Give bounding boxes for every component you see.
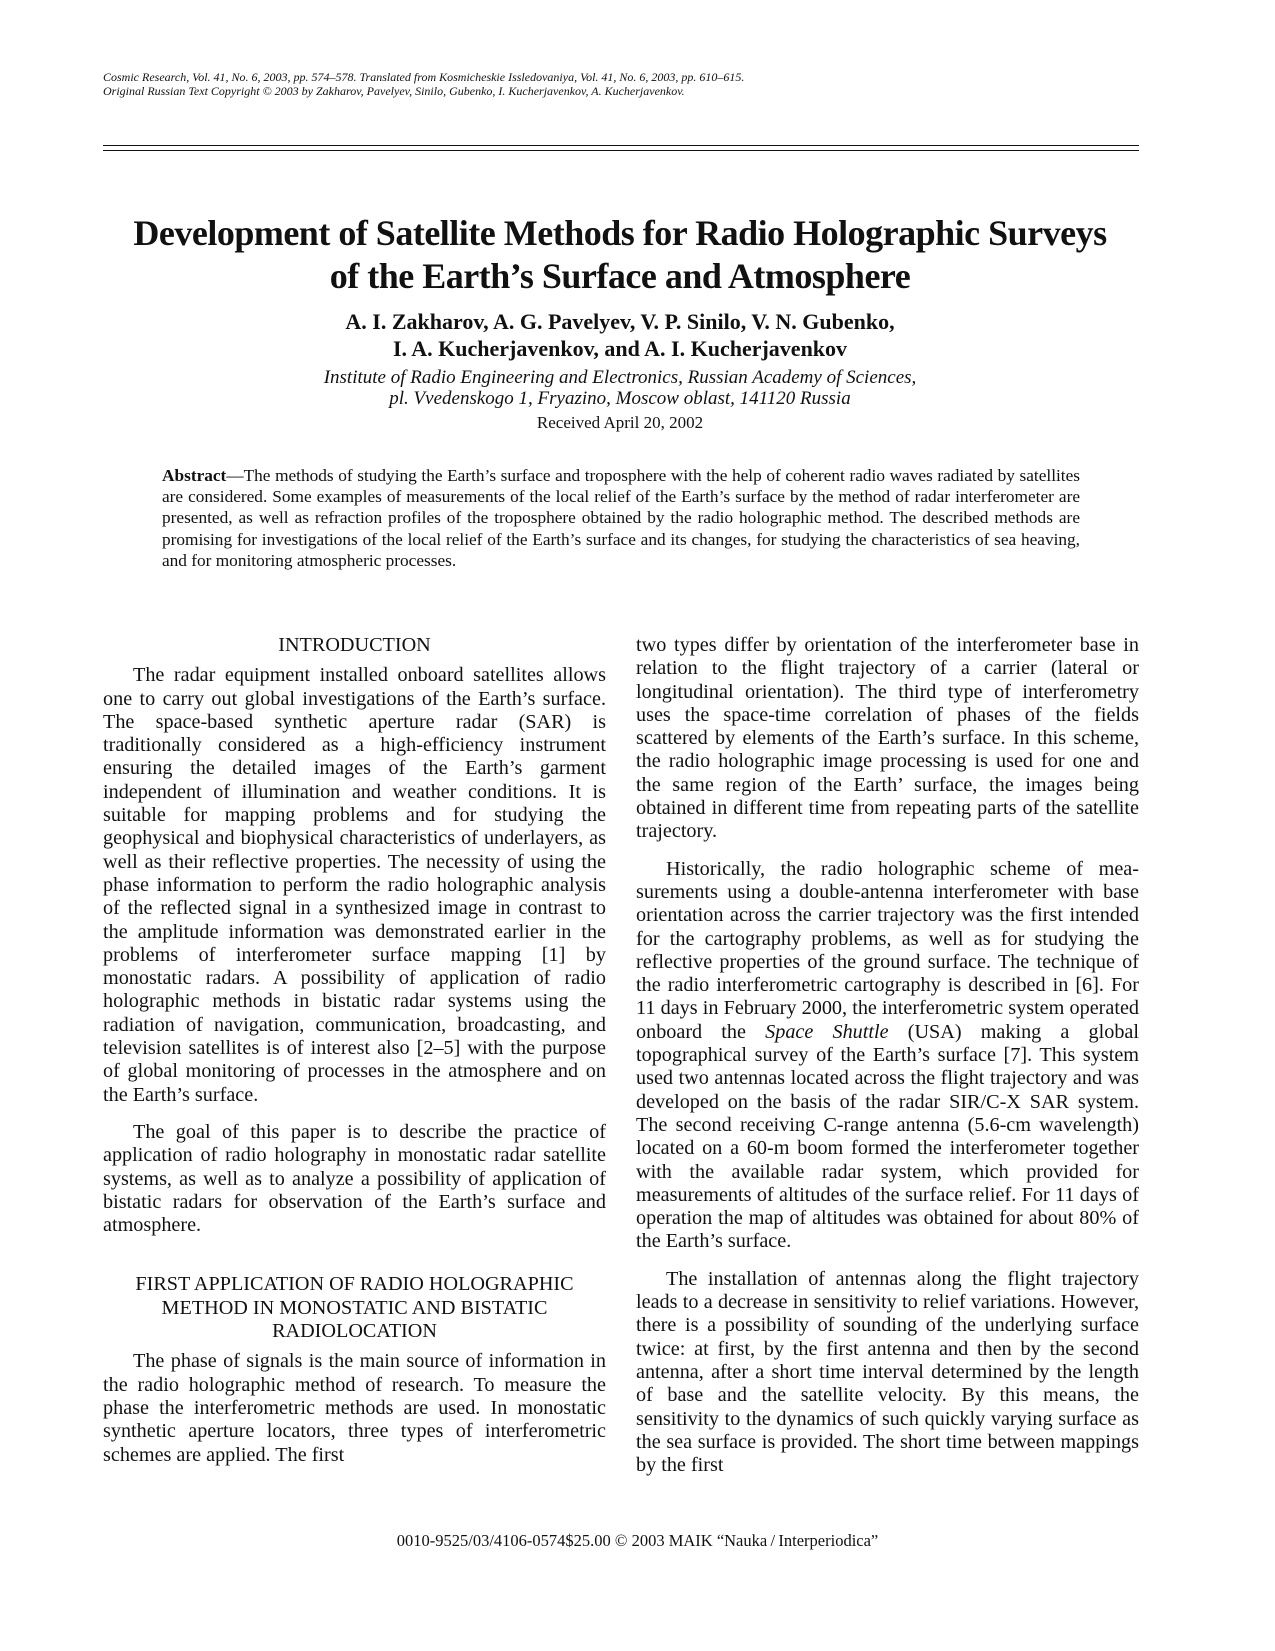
authors (150, 308, 1090, 362)
section-heading (103, 1273, 606, 1343)
header-rule-top (103, 145, 1139, 146)
section-heading-line3: RADIOLOCATION (272, 1320, 437, 1343)
header-rule-bottom (103, 150, 1139, 151)
affiliation-line2: pl. Vvedenskogo 1, Fryazino, Moscow oblast, 141120 Russia (389, 388, 851, 409)
section-paragraph-1: The phase of signals is the main source of information in the radio holographic method of research. To measure the phase the interferometric methods are used. In monostatic synthetic aperture locators, three types of interferometric schemes are applied. The first (103, 1350, 606, 1466)
abstract-text: —The methods of studying the Earth’s surface and troposphere with the help of coherent radio waves radiated by satellites are considered. Some examples of measurements of the local relief of the Earth’s surface by the method of radar interferometer are presented, as well as refraction profiles of the troposphere obtained by the radio holographic method. The described methods are promising for investigations of the local relief of the Earth’s surface and its changes, for studying the characteristics of sea heaving, and for monitoring atmospheric processes. (162, 466, 1080, 570)
section-heading-line2: METHOD IN MONOSTATIC AND BISTATIC (161, 1296, 548, 1319)
section-heading-line1: FIRST APPLICATION OF RADIO HOLOGRAPHIC (135, 1273, 574, 1296)
received-date: Received April 20, 2002 (536, 413, 704, 432)
authors-line2: I. A. Kucherjavenkov, and A. I. Kucherjavenkov (392, 336, 848, 361)
space-shuttle-italic: Space Shuttle (765, 1020, 889, 1043)
paper-title (80, 212, 1160, 298)
right-paragraph-1: two types differ by orientation of the interferometer base in relation to the flight trajectory of a carrier (lateral or longitudinal orientation). The third type of interferometry uses the space-time correlation of phases of the fields scattered by elements of the Earth’s surface. In this scheme, the radio holographic image processing is used for one and the same region of the Earth’ surface, the images being obtained in different time from repeating parts of the satellite trajectory. (636, 634, 1139, 843)
right-paragraph-2-part-b: (USA) making a global topographical survey of the Earth’s surface [7]. This system used two antennas located across the flight trajectory and was developed on the basis of the radar SIR/C-X SAR system. The second receiving C-range antenna (5.6-cm wavelength) located on a 60-m boom formed the interferometer together with the available radar system, which provided for measurements of altitudes of the surface relief. For 11 days of operation the map of altitudes was obtained for about 80% of the Earth’s surface. (636, 1020, 1139, 1253)
introduction-paragraph-2: The goal of this paper is to describe the practice of application of radio holography in monostatic radar satellite systems, as well as to analyze a possibility of application of bistatic radars for observation of the Earth’s surface and atmosphere. (103, 1120, 606, 1237)
right-paragraph-2 (636, 858, 1139, 1254)
journal-header (103, 70, 744, 98)
right-column (636, 634, 1139, 1491)
affiliation-line1: Institute of Radio Engineering and Electronics, Russian Academy of Sciences, (323, 367, 917, 388)
affiliation (150, 367, 1090, 409)
right-paragraph-2-part-a: Historically, the radio holographic scheme of measurements using a double-antenna interferometer with base orientation across the carrier trajectory was the first intended for the cartography problems, as well as for studying the reflective properties of the ground surface. The technique of the radio interferometric cartography is described in [6]. For 11 days in February 2000, the interferometric system operated onboard the (636, 857, 1139, 1043)
paper-title-line1: Development of Satellite Methods for Radio Holographic Surveys (133, 213, 1107, 253)
introduction-heading: INTRODUCTION (278, 634, 431, 656)
right-paragraph-3: The installation of antennas along the flight trajectory leads to a decrease in sensitivity to relief variations. However, there is a possibility of sounding of the underlying surface twice: at first, by the first antenna and then by the second antenna, after a short time interval determined by the length of base and the satellite velocity. By this means, the sensitivity to the dynamics of such quickly varying surface as the sea surface is provided. The short time between mappings by the first (636, 1267, 1139, 1477)
introduction-paragraph-1: The radar equipment installed onboard satellites allows one to carry out global investigations of the Earth’s surface. The space-based synthetic aperture radar (SAR) is traditionally considered as a high-efficiency instrument ensuring the detailed images of the Earth’s garment independent of illumination and weather conditions. It is suitable for mapping problems and for studying the geophysical and biophysical characteristics of underlayers, as well as their reflective properties. The necessity of using the phase information to perform the radio holographic analysis of the reflected signal in a synthesized image in contrast to the amplitude information was demonstrated earlier in the problems of interferometer surface mapping [1] by monostatic radars. A possibility of application of radio holographic methods in bistatic radar systems using the radiation of navigation, communication, broadcasting, and television satellites is of interest also [2–5] with the purpose of global monitoring of processes in the atmosphere and on the Earth’s surface. (103, 664, 606, 1106)
abstract (162, 465, 1080, 571)
copyright-footer: 0010-9525/03/4106-0574$25.00 © 2003 MAIK “Nauka / Interperiodica” (396, 1531, 879, 1550)
left-column (103, 634, 606, 1481)
paper-title-line2: of the Earth’s Surface and Atmosphere (329, 256, 911, 296)
journal-header-line2: Original Russian Text Copyright © 2003 by Zakharov, Pavelyev, Sinilo, Gubenko, I. Kucherjavenkov, A. Kucherjavenkov. (103, 84, 685, 98)
authors-line1: A. I. Zakharov, A. G. Pavelyev, V. P. Sinilo, V. N. Gubenko, (345, 309, 895, 334)
abstract-label: Abstract (162, 466, 227, 485)
journal-header-line1: Cosmic Research, Vol. 41, No. 6, 2003, pp. 574–578. Translated from Kosmicheskie Issledovaniya, Vol. 41, No. 6, 2003, pp. 610–615. (103, 70, 745, 84)
